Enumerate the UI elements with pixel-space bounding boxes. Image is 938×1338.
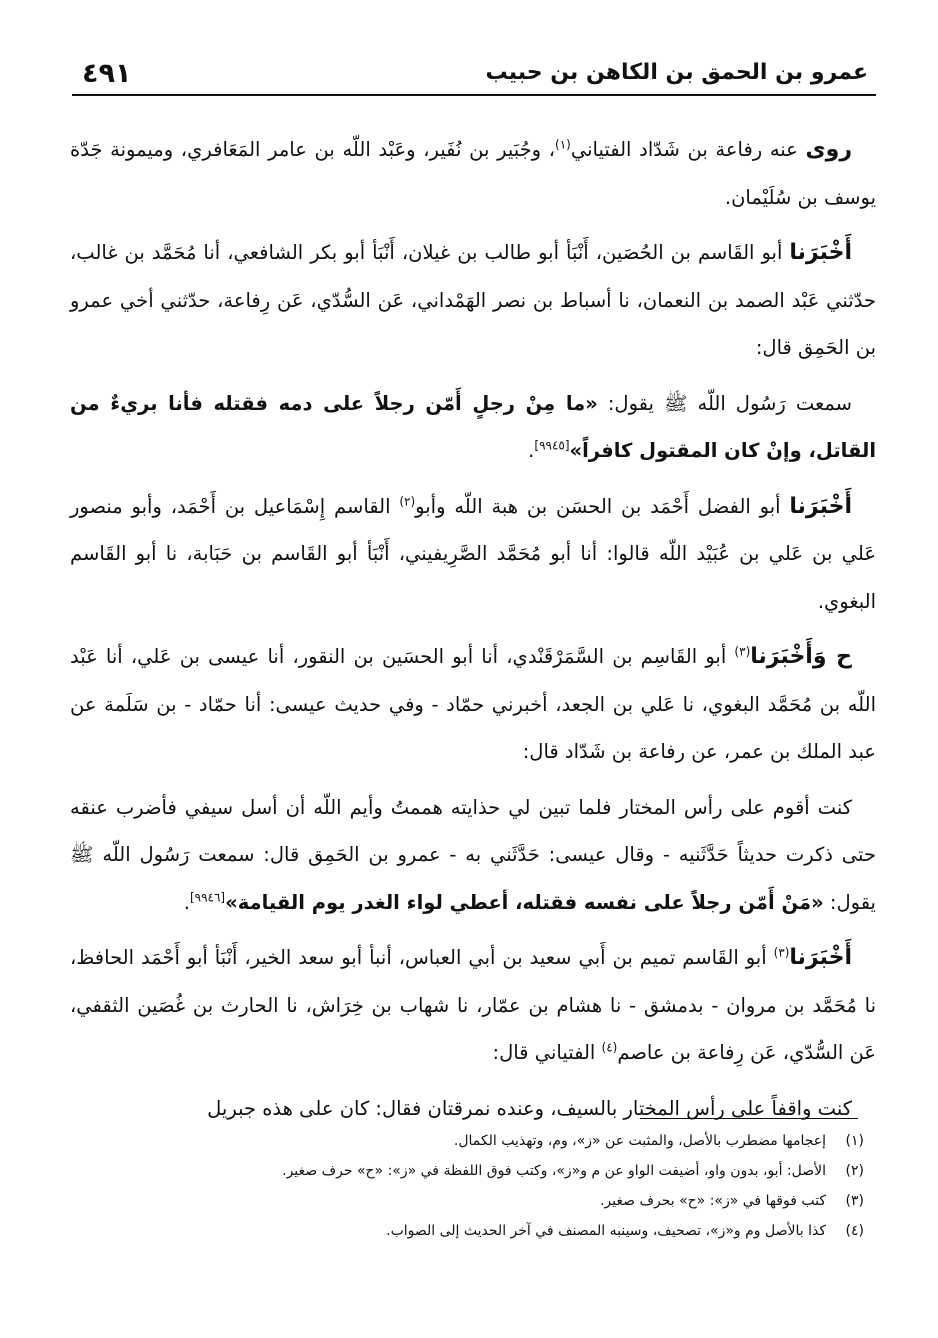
hadith-reference: [٩٩٤٥]: [534, 438, 570, 453]
paragraph-4: [70, 483, 876, 626]
footnote-marker[interactable]: (١): [555, 137, 571, 152]
footnote-text: إعجامها مضطرب بالأصل، والمثبت عن «ز»، وم، وتهذيب الكمال.: [453, 1133, 826, 1149]
text: الفتياني قال:: [492, 1041, 602, 1064]
body-text: [70, 126, 876, 1132]
footnote-marker[interactable]: (٤): [601, 1040, 618, 1055]
footnote-number: (٣): [845, 1193, 864, 1209]
text: أبو القَاسم تميم بن أَبي سعيد بن أبي العباس، أنبأ أبو سعد الخير، أَنْبَأ أبو أَحْمَد الحافظ، نا مُحَمَّد بن مروان - بدمشق - نا هشام بن عمّار، نا شهاب بن خِرَاش، نا الحارث بن غُصَين الثقفي، عَن السُّدّي، عَن رِفاعة بن عاصم: [70, 946, 876, 1064]
footnote-marker[interactable]: (٣): [734, 644, 751, 659]
text: سمعت رَسُول اللّه ﷺ يقول:: [597, 391, 852, 415]
lead-word: روى: [805, 137, 852, 162]
footnote-marker[interactable]: (٢): [399, 494, 416, 508]
text: كنت واقفاً على رأس المختار بالسيف، وعنده نمرقتان فقال: كان على هذه جبريل: [207, 1096, 852, 1120]
text: عنه رفاعة بن شَدّاد الفتياني: [570, 138, 806, 161]
footnote: [70, 1156, 864, 1186]
running-title: عمرو بن الحمق بن الكاهن بن حبيب: [485, 60, 868, 85]
footnote: [70, 1186, 864, 1216]
header-rule: [72, 94, 876, 96]
lead-word: ح وَأَخْبَرَنا: [750, 644, 852, 669]
text: ، وجُبَير بن نُفَير، وعَبْد اللّه بن عامر المَعَافري، وميمونة جَدّة يوسف بن سُلَيْمان.: [70, 138, 876, 209]
footnote: [70, 1216, 864, 1246]
footnote-text: الأصل: أبو، بدون واو، أضيفت الواو عن م و«ز»، وكتب فوق اللفظة في «ز»: «ح» حرف صغير.: [282, 1163, 826, 1179]
paragraph-8: [70, 1085, 876, 1133]
hadith-reference: [٩٩٤٦]: [189, 890, 226, 904]
text: أبو الفضل أَحْمَد بن الحسَن بن هبة اللّه وأبو: [415, 494, 790, 518]
footnote-number: (٢): [845, 1163, 864, 1179]
text: .: [528, 439, 535, 462]
page-number: ٤٩١: [82, 58, 132, 89]
footnote-marker[interactable]: (٣): [773, 945, 790, 960]
text: .: [183, 890, 190, 914]
text: كنت أقوم على رأس المختار فلما تبين لي حذايته هممتُ وأيم اللّه أن أسل سيفي فأضرب عنقه حتى ذكرت حديثاً حَدَّثَنيه - وقال عيسى: حَدَّثَني به - عمرو بن الحَمِق قال: سمعت رَسُول اللّه ﷺ يقول:: [70, 795, 876, 914]
lead-word: أَخْبَرَنا: [789, 493, 852, 519]
paragraph-5: [70, 633, 876, 776]
footnote-text: كذا بالأصل وم و«ز»، تصحيف، وسينبه المصنف في آخر الحديث إلى الصواب.: [386, 1223, 826, 1239]
footnote-text: كتب فوقها في «ز»: «ح» بحرف صغير.: [599, 1193, 826, 1209]
footnote-number: (٤): [845, 1223, 864, 1239]
paragraph-1: [70, 126, 876, 221]
paragraph-3: [70, 380, 876, 475]
text: أبو القَاسِم بن السَّمَرْقَنْدي، أنا أبو الحسَين بن النقور، أنا عيسى بن عَلي، أنا عَبْد اللّه بن مُحَمَّد البغوي، نا عَلي بن الجعد، أخبرني حمّاد - وفي حديث عيسى: أنا حمّاد - بن سَلَمة عن عبد الملك بن عمر، عن رفاعة بن شَدّاد قال:: [70, 645, 876, 763]
footnote-number: (١): [845, 1133, 864, 1149]
text: أبو القَاسم بن الحُصَين، أَنْبَأ أبو طالب بن غيلان، أَنْبَأ أبو بكر الشافعي، أنا مُحَمَّد بن غالب، حدّثني عَبْد الصمد بن النعمان، نا أسباط بن نصر الهَمْداني، عَن السُّدّي، عَن رِفاعة، حدّثني أخي عمرو بن الحَمِق قال:: [70, 241, 876, 359]
lead-word: أَخْبَرَنا: [789, 240, 852, 265]
footnote-rule: [640, 1118, 858, 1119]
paragraph-6: [70, 784, 876, 927]
hadith-quote: «مَنْ أَمّن رجلاً على نفسه فقتله، أعطي لواء الغدر يوم القيامة»: [225, 890, 824, 914]
hadith-quote: «ما مِنْ رجلٍ أَمّن رجلاً على دمه فقتله فأنا بريءٌ من القاتل، وإنْ كان المقتول كافراً»: [70, 391, 876, 462]
paragraph-2: [70, 229, 876, 372]
paragraph-7: [70, 934, 876, 1077]
lead-word: أَخْبَرَنا: [789, 945, 852, 970]
footnotes: [70, 1126, 864, 1246]
footnote: [70, 1126, 864, 1156]
text: القاسم إِسْمَاعيل بن أَحْمَد، وأبو منصور عَلي بن عَلي بن عُبَيْد اللّه قالوا: أنا أبو مُحَمَّد الصَّرِيفيني، أَنْبَأ أبو القَاسم بن حَبَابة، نا أبو القَاسم البغوي.: [70, 494, 876, 613]
